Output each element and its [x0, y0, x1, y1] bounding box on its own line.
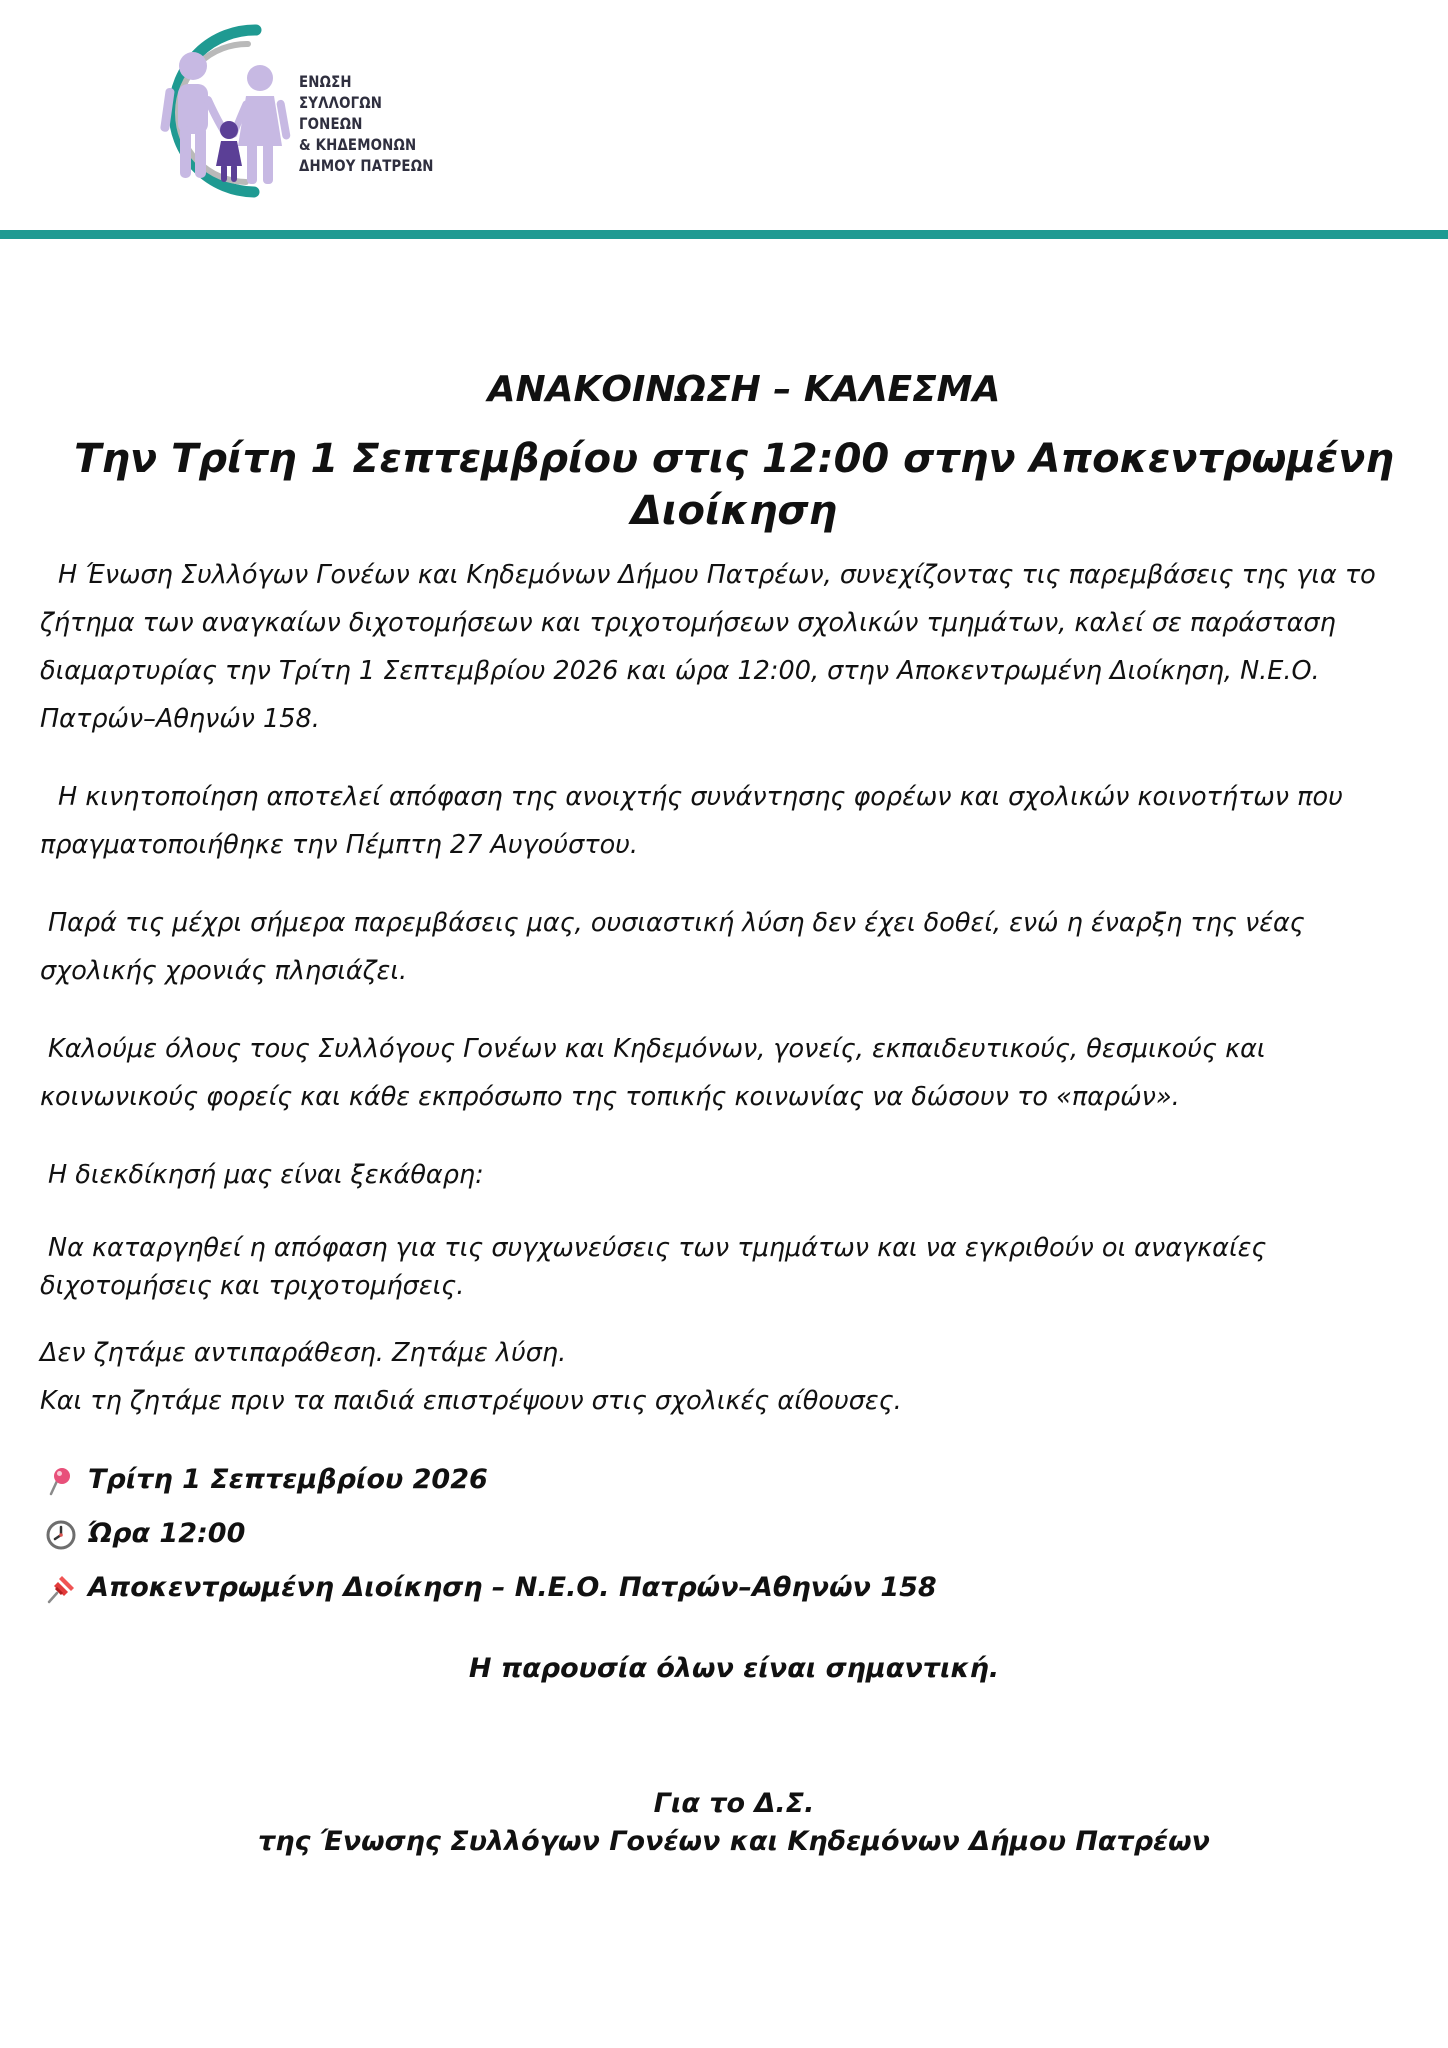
announcement-body	[40, 365, 1428, 1861]
announcement-title: ΑΝΑΚΟΙΝΩΣΗ – ΚΑΛΕΣΜΑ	[487, 369, 1001, 410]
presence-note: Η παρουσία όλων είναι σημαντική.	[468, 1653, 1000, 1684]
header-divider	[0, 230, 1448, 239]
logo-line: ΣΥΛΛΟΓΩΝ	[299, 94, 383, 112]
detail-text: Αποκεντρωμένη Διοίκηση – Ν.Ε.Ο. Πατρών–Αθηνών 158	[88, 1572, 937, 1603]
body-paragraph: Η Ένωση Συλλόγων Γονέων και Κηδεμόνων Δήμου Πατρέων, συνεχίζοντας τις παρεμβάσεις της για το ζήτημα των αναγκαίων διχοτομήσεων και τριχοτομήσεων σχολικών τμημάτων, καλεί σε παράσταση διαμαρτυρίας την Τρίτη 1 Σεπτεμβρίου 2026 και ώρα 12:00, στην Αποκεντρωμένη Διοίκηση, Ν.Ε.Ο. Πατρών–Αθηνών 158.	[40, 560, 1376, 734]
logo-line: ΔΗΜΟΥ ΠΑΤΡΕΩΝ	[299, 157, 434, 175]
logo-line: ΓΟΝΕΩΝ	[299, 115, 363, 133]
detail-text: Ώρα 12:00	[88, 1518, 246, 1549]
round-pushpin-icon	[44, 1463, 78, 1497]
closing-line: Δεν ζητάμε αντιπαράθεση. Ζητάμε λύση.	[40, 1338, 567, 1368]
family-emblem-icon	[136, 22, 306, 208]
signature-block	[40, 1785, 1428, 1861]
body-paragraph: Παρά τις μέχρι σήμερα παρεμβάσεις μας, ουσιαστική λύση δεν έχει δοθεί, ενώ η έναρξη της νέας σχολικής χρονιάς πλησιάζει.	[40, 908, 1305, 986]
pushpin-icon	[44, 1571, 78, 1605]
association-logo	[136, 22, 466, 208]
signature-line: Για το Δ.Σ.	[653, 1788, 815, 1819]
detail-location	[40, 1561, 1428, 1615]
clock-icon	[44, 1517, 78, 1551]
detail-text: Τρίτη 1 Σεπτεμβρίου 2026	[88, 1464, 488, 1495]
body-paragraph: Καλούμε όλους τους Συλλόγους Γονέων και Κηδεμόνων, γονείς, εκπαιδευτικούς, θεσμικούς και κοινωνικούς φορείς και κάθε εκπρόσωπο της τοπικής κοινωνίας να δώσουν το «παρών».	[40, 1034, 1266, 1112]
announcement-subtitle: Την Τρίτη 1 Σεπτεμβρίου στις 12:00 στην Αποκεντρωμένη Διοίκηση	[74, 436, 1394, 534]
logo-line: & ΚΗΔΕΜΟΝΩΝ	[299, 136, 417, 154]
claim-heading: Η διεκδίκησή μας είναι ξεκάθαρη:	[48, 1160, 484, 1190]
signature-line: της Ένωσης Συλλόγων Γονέων και Κηδεμόνων Δήμου Πατρέων	[258, 1826, 1210, 1857]
detail-date	[40, 1453, 1428, 1507]
event-details	[40, 1453, 1428, 1615]
logo-line: ΕΝΩΣΗ	[299, 73, 352, 91]
claim-text: Να καταργηθεί η απόφαση για τις συγχωνεύσεις των τμημάτων και να εγκριθούν οι αναγκαίες διχοτομήσεις και τριχοτομήσεις.	[40, 1233, 1267, 1301]
logo-wordmark	[299, 72, 434, 177]
body-paragraph: Η κινητοποίηση αποτελεί απόφαση της ανοιχτής συνάντησης φορέων και σχολικών κοινοτήτων που πραγματοποιήθηκε την Πέμπτη 27 Αυγούστου.	[40, 782, 1343, 860]
closing-lines	[40, 1329, 1428, 1425]
letterhead	[0, 0, 1448, 240]
detail-time	[40, 1507, 1428, 1561]
closing-line: Και τη ζητάμε πριν τα παιδιά επιστρέψουν στις σχολικές αίθουσες.	[40, 1386, 902, 1416]
